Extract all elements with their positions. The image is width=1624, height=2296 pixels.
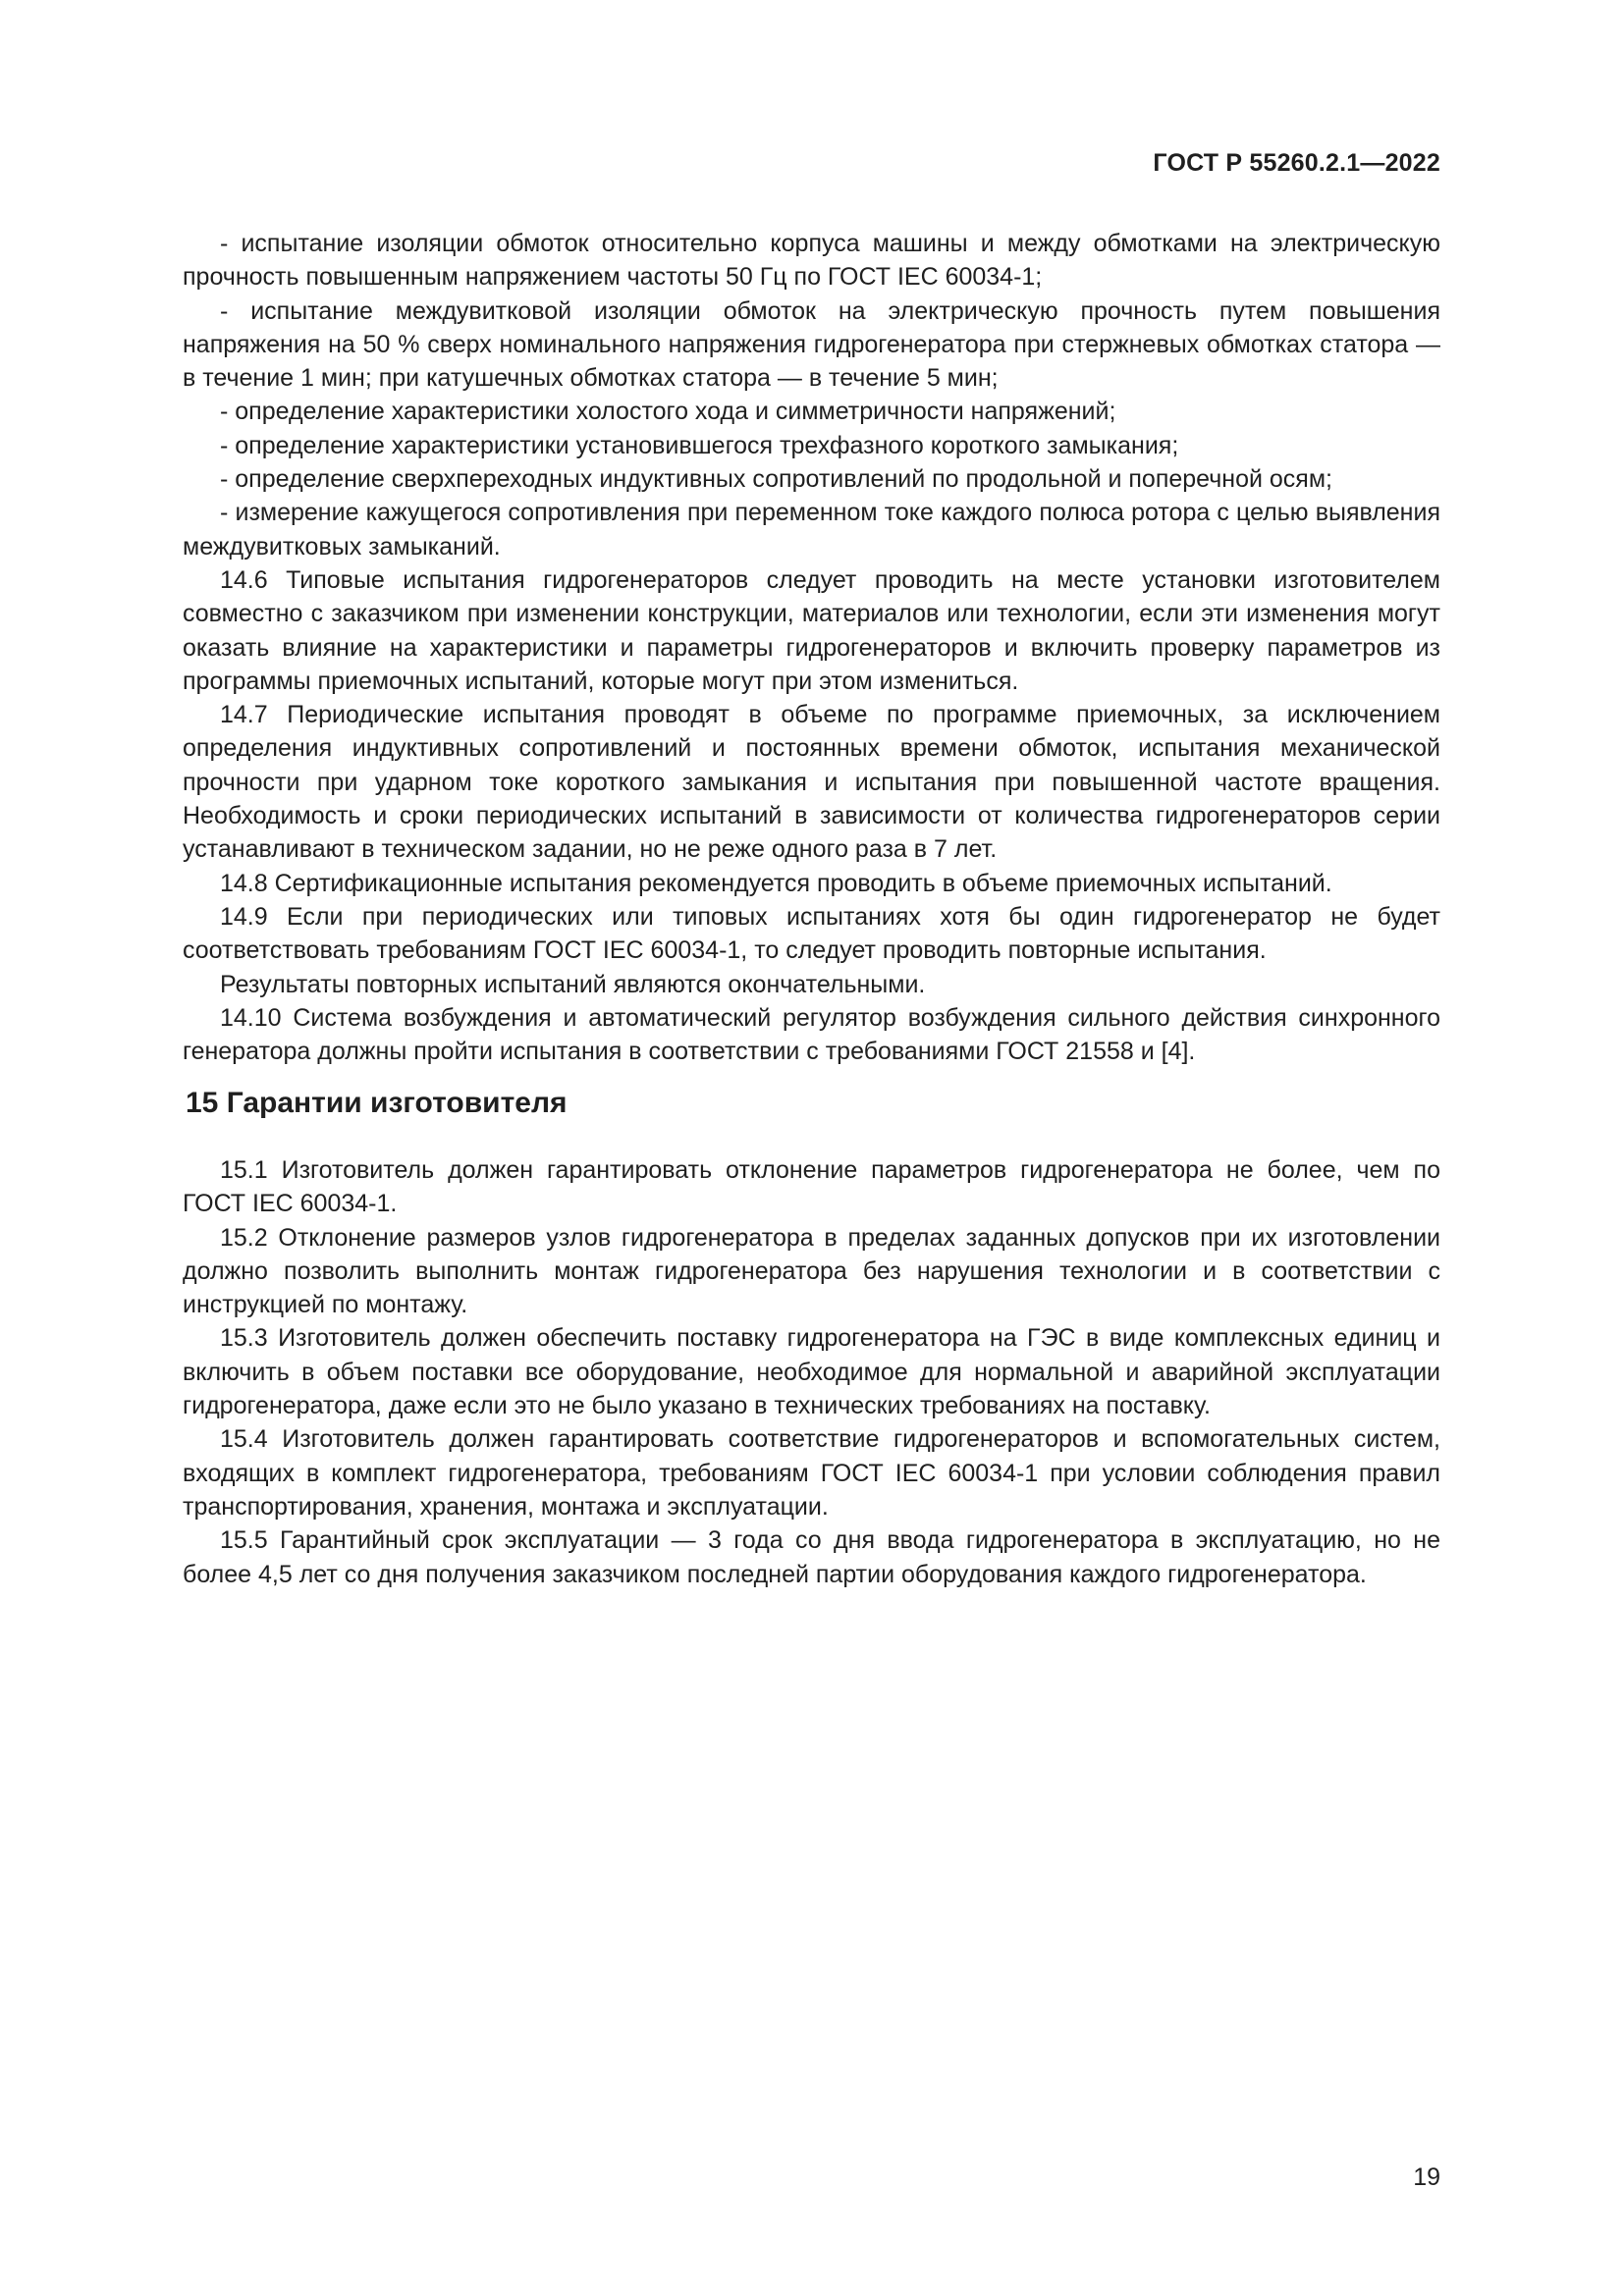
- paragraph-14-8: 14.8 Сертификационные испытания рекомендуется проводить в объеме приемочных испытаний.: [220, 869, 1332, 897]
- paragraph-14-9-note: Результаты повторных испытаний являются окончательными.: [220, 970, 926, 998]
- list-item: - испытание междувитковой изоляции обмоток на электрическую прочность путем повышения напряжения на 50 % сверх номинального напряжения гидрогенератора при стержневых обмотках статора — в течение 1 мин; при катушечных обмотках статора — в течение 5 мин;: [183, 296, 1440, 393]
- paragraph-15-3: 15.3 Изготовитель должен обеспечить поставку гидрогенератора на ГЭС в виде комплексных единиц и включить в объем поставки все оборудование, необходимое для нормальной и аварийной эксплуатации гидрогенератора, даже если это не было указано в технических требованиях на поставку.: [183, 1324, 1440, 1420]
- section-heading: 15 Гарантии изготовителя: [186, 1087, 568, 1119]
- list-item: - определение сверхпереходных индуктивных сопротивлений по продольной и поперечной осям;: [220, 465, 1332, 494]
- list-item: - испытание изоляции обмоток относительно корпуса машины и между обмотками на электрическую прочность повышенным напряжением частоты 50 Гц по ГОСТ IEC 60034-1;: [183, 230, 1440, 292]
- paragraph-14-6: 14.6 Типовые испытания гидрогенераторов следует проводить на месте установки изготовителем совместно с заказчиком при изменении конструкции, материалов или технологии, если эти изменения могут оказать влияние на характеристики и параметры гидрогенераторов и включить проверку параметров из программы приемочных испытаний, которые могут при этом измениться.: [183, 565, 1440, 695]
- paragraph-15-2: 15.2 Отклонение размеров узлов гидрогенератора в пределах заданных допусков при их изготовлении должно позволить выполнить монтаж гидрогенератора без нарушения технологии и в соответствии с инструкцией по монтажу.: [183, 1223, 1440, 1319]
- paragraph-14-9: 14.9 Если при периодических или типовых испытаниях хотя бы один гидрогенератор не будет соответствовать требованиям ГОСТ IEC 60034-1, то следует проводить повторные испытания.: [183, 902, 1440, 965]
- body-text-section-15: [183, 1153, 1440, 1591]
- paragraph-14-10: 14.10 Система возбуждения и автоматический регулятор возбуждения сильного действия синхронного генератора должны пройти испытания в соответствии с требованиями ГОСТ 21558 и [4].: [183, 1003, 1440, 1066]
- list-item: - определение характеристики холостого хода и симметричности напряжений;: [220, 398, 1116, 426]
- paragraph-15-4: 15.4 Изготовитель должен гарантировать соответствие гидрогенераторов и вспомогательных систем, входящих в комплект гидрогенератора, требованиям ГОСТ IEC 60034-1 при условии соблюдения правил транспортирования, хранения, монтажа и эксплуатации.: [183, 1425, 1440, 1521]
- list-item: - измерение кажущегося сопротивления при переменном токе каждого полюса ротора с целью выявления междувитковых замыканий.: [183, 499, 1440, 561]
- page-number: 19: [1413, 2163, 1440, 2191]
- body-text-top: [183, 227, 1440, 1068]
- document-code: ГОСТ Р 55260.2.1—2022: [1153, 149, 1440, 177]
- paragraph-15-5: 15.5 Гарантийный срок эксплуатации — 3 года со дня ввода гидрогенератора в эксплуатацию, но не более 4,5 лет со дня получения заказчиком последней партии оборудования каждого гидрогенератора.: [183, 1526, 1440, 1588]
- paragraph-14-7: 14.7 Периодические испытания проводят в объеме по программе приемочных, за исключением определения индуктивных сопротивлений и постоянных времени обмоток, испытания механической прочности при ударном токе короткого замыкания и испытания при повышенной частоте вращения. Необходимость и сроки периодических испытаний в зависимости от количества гидрогенераторов серии устанавливают в техническом задании, но не реже одного раза в 7 лет.: [183, 701, 1440, 864]
- paragraph-15-1: 15.1 Изготовитель должен гарантировать отклонение параметров гидрогенератора не более, чем по ГОСТ IEC 60034-1.: [183, 1156, 1440, 1218]
- list-item: - определение характеристики установившегося трехфазного короткого замыкания;: [220, 431, 1179, 459]
